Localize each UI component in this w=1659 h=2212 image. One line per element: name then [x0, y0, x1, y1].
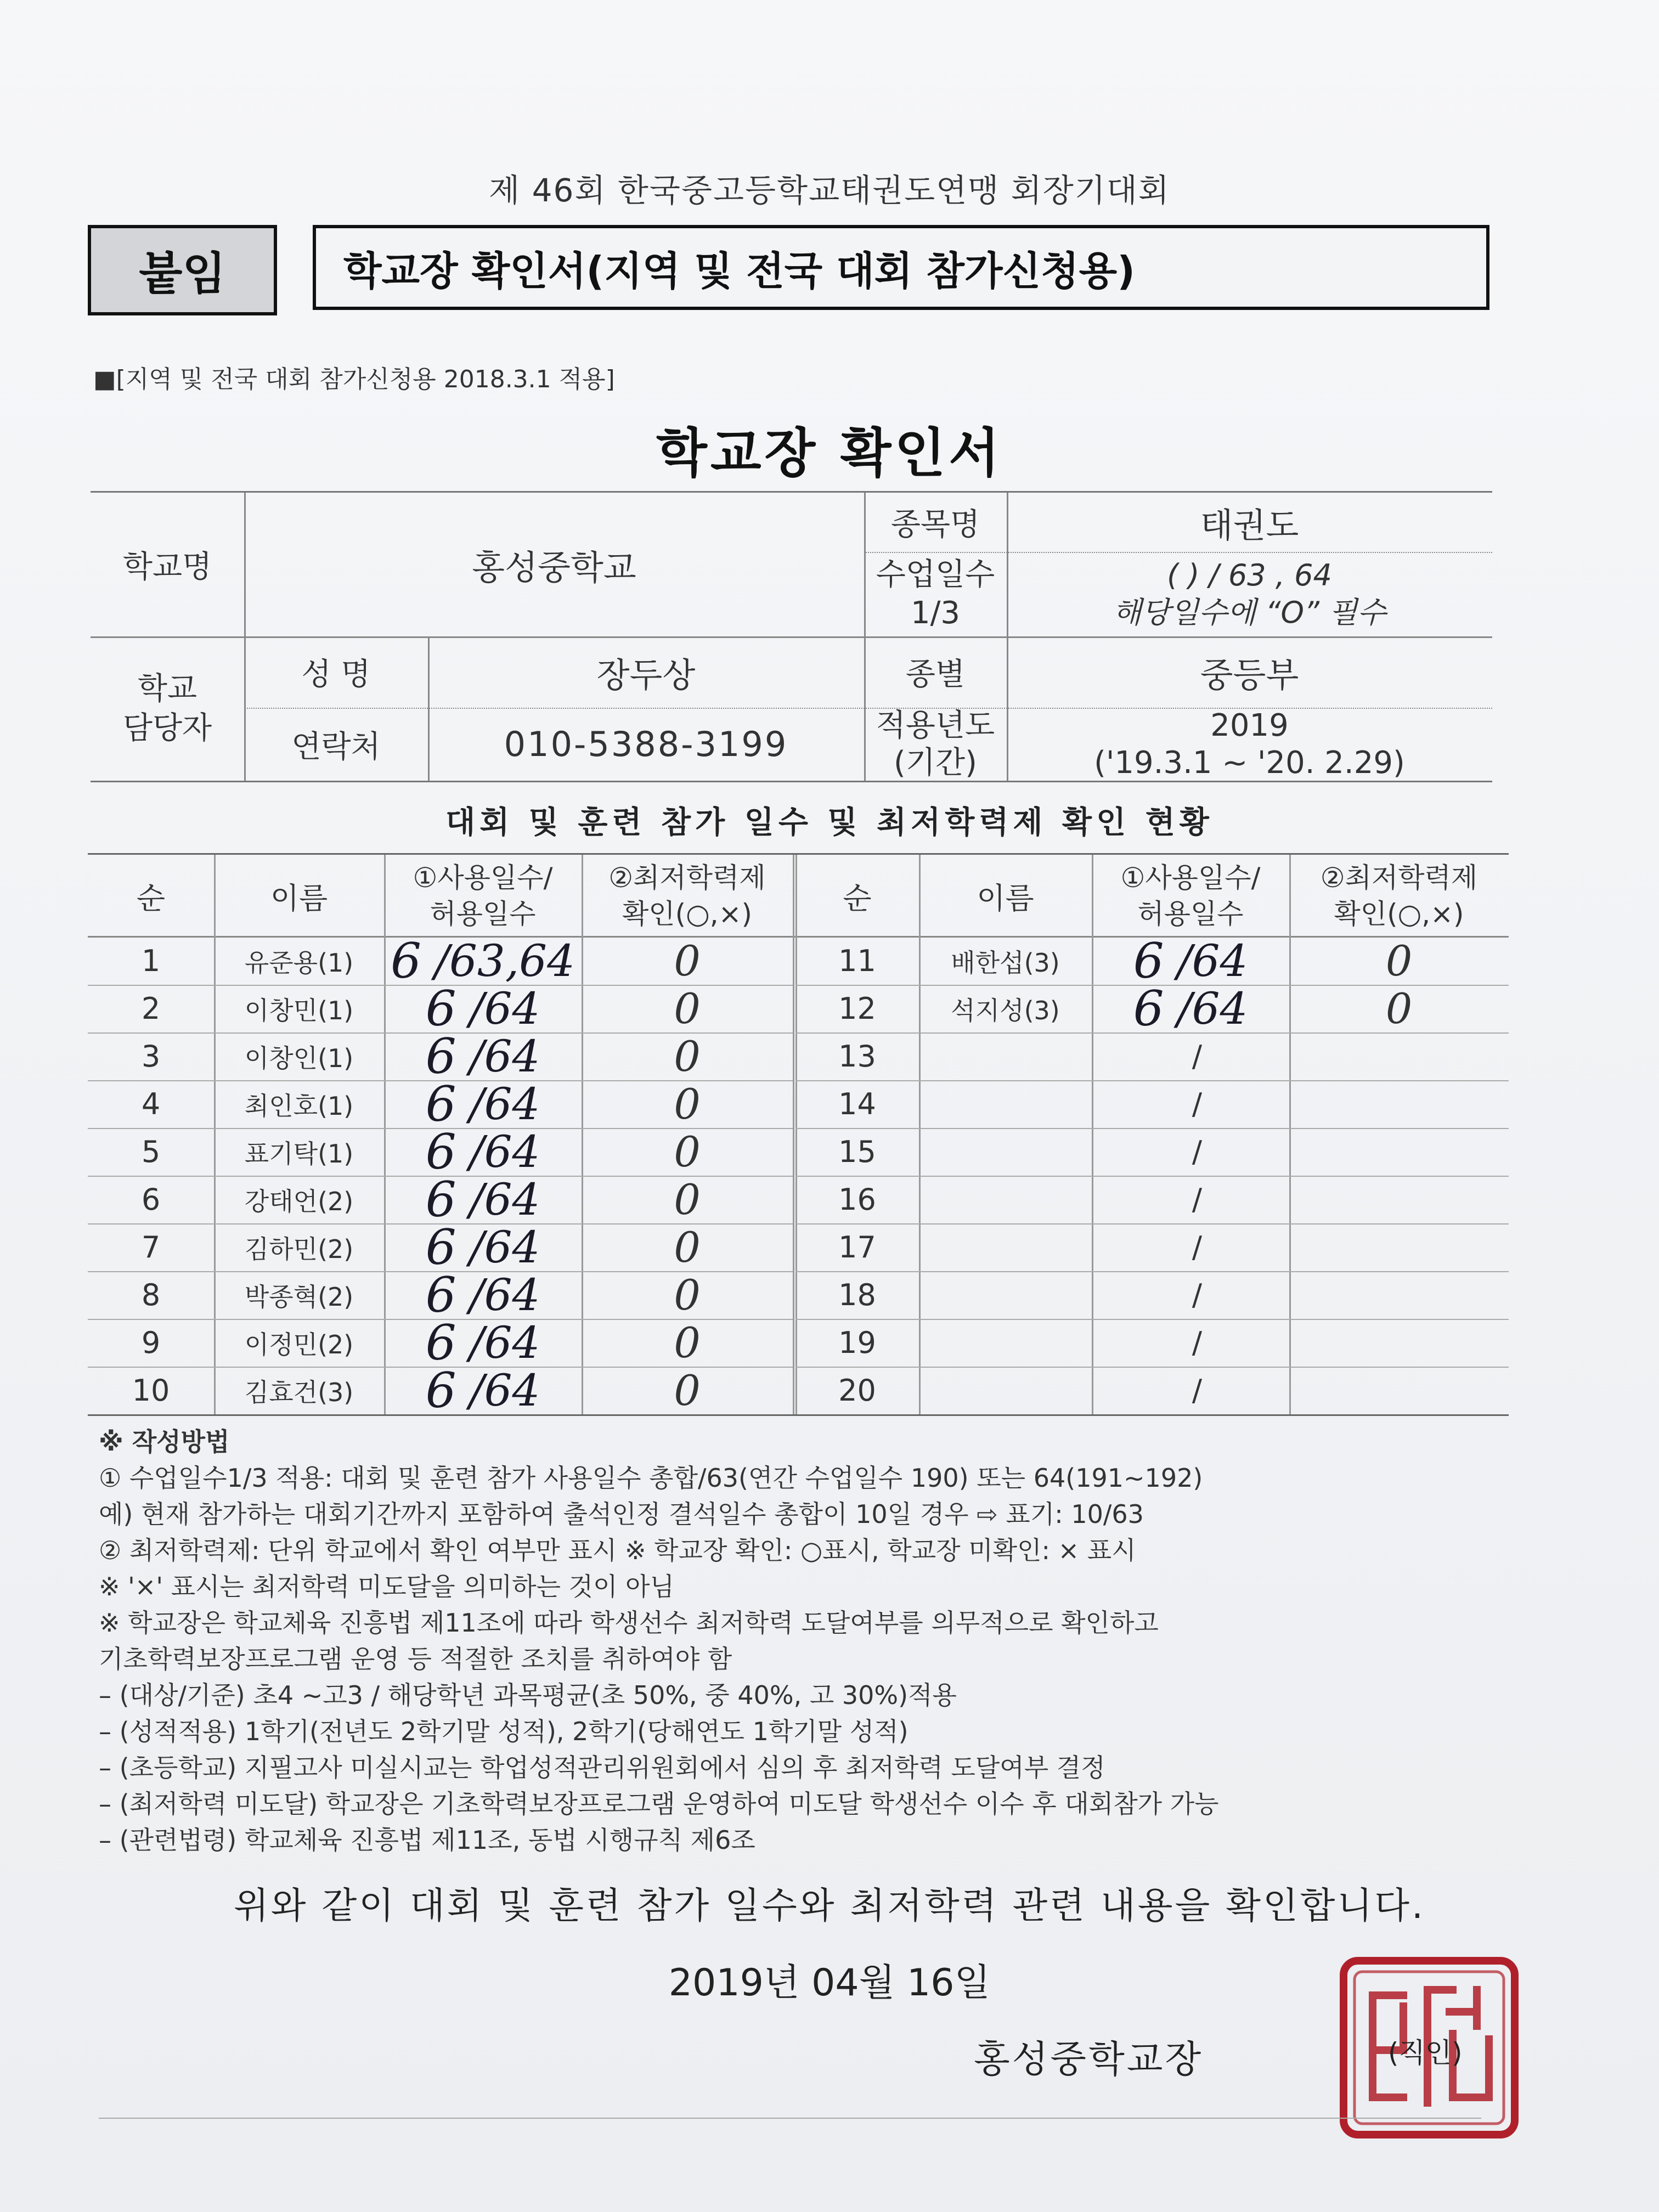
student-name: 이창민(1)	[244, 995, 354, 1025]
allowed-days: /64	[469, 1079, 540, 1130]
academic-check: 0	[674, 1032, 701, 1081]
used-days: 6	[425, 1124, 456, 1180]
academic-check	[1289, 1080, 1509, 1128]
allowed-days: /	[1192, 1373, 1203, 1408]
used-days-cell	[384, 1028, 582, 1085]
student-name: 유준용(1)	[244, 947, 354, 978]
used-days-cell	[1092, 1367, 1289, 1414]
used-days-cell	[1092, 1319, 1289, 1367]
used-days: 6	[425, 1076, 456, 1132]
student-name: 김하민(2)	[244, 1234, 354, 1264]
attachment-tag: 붙임	[88, 225, 277, 315]
used-days: 6	[425, 980, 456, 1037]
student-name	[919, 1032, 1092, 1080]
allowed-days: /	[1192, 1325, 1203, 1360]
method-line: ※ 학교장은 학교체육 진흥법 제11조에 따라 학생선수 최저학력 도달여부를 의무적으로 확인하고	[99, 1608, 1159, 1638]
allowed-days: /64	[469, 1317, 540, 1368]
used-days: 6	[391, 933, 421, 989]
days-value-line: ( ) / 63 , 64	[1167, 558, 1332, 592]
header-days-right	[1092, 855, 1289, 937]
bottom-rule	[99, 2118, 1481, 2119]
academic-check: 0	[674, 1366, 701, 1415]
used-days: 6	[425, 1028, 456, 1085]
used-days: 6	[1133, 933, 1164, 989]
year-label-line2: (기간)	[894, 744, 977, 781]
status-title: 대회 및 훈련 참가 일수 및 최저학력제 확인 현황	[445, 805, 1214, 840]
allowed-days: /64	[469, 1031, 540, 1082]
contact-value: 010-5388-3199	[504, 724, 788, 764]
manager-label-line1: 학교	[137, 670, 198, 707]
doc-title: 학교장 확인서	[656, 422, 1003, 484]
row-number: 6	[141, 1182, 161, 1217]
header-name-left: 이름	[270, 881, 328, 916]
info-table	[91, 491, 1492, 782]
confirm-statement: 위와 같이 대회 및 훈련 참가 일수와 최저학력 관련 내용을 확인합니다.	[234, 1884, 1425, 1927]
student-name	[919, 1223, 1092, 1271]
sport-value: 태권도	[1200, 505, 1299, 545]
row-number: 11	[838, 944, 876, 978]
seal-mark: (직인)	[1388, 2037, 1463, 2069]
academic-check: 0	[674, 1223, 701, 1272]
used-days: 6	[425, 1267, 456, 1323]
year-value	[1007, 708, 1492, 781]
header-name-right: 이름	[977, 881, 1034, 916]
row-number: 7	[141, 1230, 161, 1265]
header-no-left: 순	[136, 881, 166, 916]
row-number: 16	[838, 1182, 876, 1217]
academic-check: 0	[674, 936, 701, 985]
row-number: 4	[141, 1087, 161, 1121]
used-days: 6	[425, 1171, 456, 1228]
student-name: 배한섭(3)	[951, 947, 1060, 978]
student-name	[919, 1128, 1092, 1176]
used-days-cell	[384, 1267, 582, 1323]
row-number: 10	[132, 1373, 170, 1408]
contact-label: 연락처	[291, 729, 381, 765]
student-name	[919, 1367, 1092, 1414]
header-check-line1: ②최저학력제	[1320, 862, 1478, 894]
method-line: ※ 작성방법	[99, 1427, 230, 1457]
category-label: 종별	[905, 657, 966, 692]
student-name: 강태언(2)	[244, 1186, 354, 1216]
student-name: 표기탁(1)	[244, 1138, 354, 1169]
method-line: – (최저학력 미도달) 학교장은 기초학력보장프로그램 운영하여 미도달 학생선수 이수 후 대회참가 가능	[99, 1789, 1219, 1819]
student-name: 이정민(2)	[244, 1329, 354, 1359]
used-days: 6	[425, 1362, 456, 1419]
student-name	[919, 1319, 1092, 1367]
method-line: ※ '×' 표시는 최저학력 미도달을 의미하는 것이 아님	[99, 1572, 675, 1601]
row-number: 3	[141, 1039, 161, 1074]
allowed-days: /64	[469, 1126, 540, 1177]
student-name	[919, 1176, 1092, 1223]
header-check-right	[1289, 855, 1509, 937]
allowed-days: /63,64	[435, 935, 575, 986]
used-days-cell	[384, 1076, 582, 1132]
header-days-line1: ①사용일수/	[1120, 862, 1261, 894]
allowed-days: /	[1192, 1087, 1203, 1121]
method-line: – (대상/기준) 초4 ~고3 / 해당학년 과목평균(초 50%, 중 40%, 고 30%)적용	[99, 1680, 957, 1710]
header-check-left	[582, 855, 793, 937]
header-days-line2: 허용일수	[430, 898, 536, 930]
row-number: 19	[838, 1325, 876, 1360]
days-label-line2: 1/3	[910, 595, 961, 631]
days-note: 해당일수에 “O” 필수	[1113, 595, 1386, 630]
allowed-days: /	[1192, 1135, 1203, 1169]
academic-check: 0	[674, 984, 701, 1033]
allowed-days: /64	[469, 1174, 540, 1225]
student-name	[919, 1271, 1092, 1319]
year-period: ('19.3.1 ~ '20. 2.29)	[1094, 744, 1405, 781]
header-check-line1: ②최저학력제	[608, 862, 766, 894]
row-number: 9	[141, 1325, 161, 1360]
academic-check: 0	[674, 1175, 701, 1224]
student-name: 석지성(3)	[951, 995, 1060, 1025]
column-divider	[793, 855, 794, 1414]
academic-check: 0	[1385, 936, 1413, 985]
year-label-line1: 적용년도	[876, 707, 995, 743]
used-days-cell	[1092, 980, 1289, 1037]
days-label	[864, 552, 1007, 636]
allowed-days: /	[1192, 1182, 1203, 1217]
header-days-line2: 허용일수	[1137, 898, 1244, 930]
used-days-cell	[1092, 1128, 1289, 1176]
row-number: 18	[838, 1278, 876, 1312]
allowed-days: /	[1192, 1039, 1203, 1074]
used-days-cell	[384, 1219, 582, 1276]
method-line: 기초학력보장프로그램 운영 등 적절한 조치를 취하여야 함	[99, 1644, 732, 1674]
allowed-days: /	[1192, 1278, 1203, 1312]
row-number: 17	[838, 1230, 876, 1265]
header-check-line2: 확인(○,×)	[622, 898, 753, 930]
allowed-days: /64	[1177, 983, 1248, 1034]
academic-check	[1289, 1128, 1509, 1176]
method-line: – (초등학교) 지필고사 미실시교는 학업성적관리위원회에서 심의 후 최저학력 도달여부 결정	[99, 1753, 1105, 1782]
academic-check	[1289, 1223, 1509, 1271]
name-value: 장두상	[596, 654, 696, 695]
allowed-days: /64	[1177, 935, 1248, 986]
academic-check: 0	[674, 1271, 701, 1319]
school-name: 홍성중학교	[472, 547, 636, 588]
used-days-cell	[384, 1362, 582, 1419]
row-number: 20	[838, 1373, 876, 1408]
manager-label-line2: 담당자	[122, 710, 212, 746]
days-value	[1007, 552, 1492, 636]
academic-check: 0	[674, 1127, 701, 1176]
header-days-line1: ①사용일수/	[413, 862, 553, 894]
name-label: 성 명	[301, 657, 371, 692]
used-days: 6	[425, 1219, 456, 1276]
year-number: 2019	[1210, 707, 1289, 743]
student-name	[919, 1080, 1092, 1128]
row-number: 2	[141, 991, 161, 1026]
category-value: 중등부	[1200, 654, 1299, 695]
apply-note: ■[지역 및 전국 대회 참가신청용 2018.3.1 적용]	[93, 365, 615, 393]
academic-check: 0	[674, 1318, 701, 1367]
academic-check	[1289, 1176, 1509, 1223]
allowed-days: /64	[469, 1365, 540, 1416]
year-label	[864, 708, 1007, 781]
row-number: 8	[141, 1278, 161, 1312]
academic-check	[1289, 1319, 1509, 1367]
school-label: 학교명	[122, 549, 212, 585]
sport-label: 종목명	[890, 507, 980, 543]
used-days-cell	[1092, 1032, 1289, 1080]
method-line: – (성적적용) 1학기(전년도 2학기말 성적), 2학기(당해연도 1학기말 성적)	[99, 1717, 909, 1746]
row-number: 13	[838, 1039, 876, 1074]
allowed-days: /64	[469, 1269, 540, 1321]
student-name: 최인호(1)	[244, 1091, 354, 1121]
issue-date: 2019년 04월 16일	[668, 1961, 991, 2005]
method-line: ① 수업일수1/3 적용: 대회 및 훈련 참가 사용일수 총합/63(연간 수업일수 190) 또는 64(191~192)	[99, 1463, 1203, 1493]
allowed-days: /64	[469, 1222, 540, 1273]
row-number: 5	[141, 1135, 161, 1169]
row-number: 1	[141, 944, 161, 978]
row-number: 14	[838, 1087, 876, 1121]
principal-name: 홍성중학교장	[974, 2038, 1204, 2081]
writing-method	[99, 1424, 1525, 1858]
used-days-cell	[1092, 1223, 1289, 1271]
used-days-cell	[1092, 1176, 1289, 1223]
form-title: 학교장 확인서(지역 및 전국 대회 참가신청용)	[313, 225, 1489, 310]
student-name: 김효건(3)	[244, 1377, 354, 1407]
method-line: ② 최저학력제: 단위 학교에서 확인 여부만 표시 ※ 학교장 확인: ○표시, 학교장 미확인: × 표시	[99, 1536, 1136, 1565]
used-days-cell	[384, 933, 582, 989]
manager-label	[91, 636, 244, 781]
academic-check	[1289, 1271, 1509, 1319]
used-days-cell	[384, 1171, 582, 1228]
header-no-right: 순	[843, 881, 872, 916]
row-number: 12	[838, 991, 876, 1026]
method-line: 예) 현재 참가하는 대회기간까지 포함하여 출석인정 결석일수 총합이 10일 경우 ⇨ 표기: 10/63	[99, 1499, 1144, 1529]
used-days: 6	[425, 1314, 456, 1371]
allowed-days: /64	[469, 983, 540, 1034]
used-days-cell	[384, 980, 582, 1037]
allowed-days: /	[1192, 1230, 1203, 1265]
used-days-cell	[1092, 933, 1289, 989]
academic-check: 0	[674, 1080, 701, 1128]
used-days-cell	[384, 1314, 582, 1371]
used-days-cell	[384, 1124, 582, 1180]
used-days-cell	[1092, 1080, 1289, 1128]
days-label-line1: 수업일수	[876, 557, 995, 592]
participant-table	[88, 853, 1509, 1419]
used-days: 6	[1133, 980, 1164, 1037]
method-line: – (관련법령) 학교체육 진흥법 제11조, 동법 시행규칙 제6조	[99, 1825, 755, 1855]
event-title: 제 46회 한국중고등학교태권도연맹 회장기대회	[489, 172, 1170, 209]
header-check-line2: 확인(○,×)	[1334, 898, 1464, 930]
academic-check	[1289, 1367, 1509, 1414]
academic-check	[1289, 1032, 1509, 1080]
student-name: 이창인(1)	[244, 1043, 354, 1073]
row-number: 15	[838, 1135, 876, 1169]
used-days-cell	[1092, 1271, 1289, 1319]
academic-check: 0	[1385, 984, 1413, 1033]
student-name: 박종혁(2)	[244, 1282, 354, 1312]
header-days-left	[384, 855, 582, 937]
